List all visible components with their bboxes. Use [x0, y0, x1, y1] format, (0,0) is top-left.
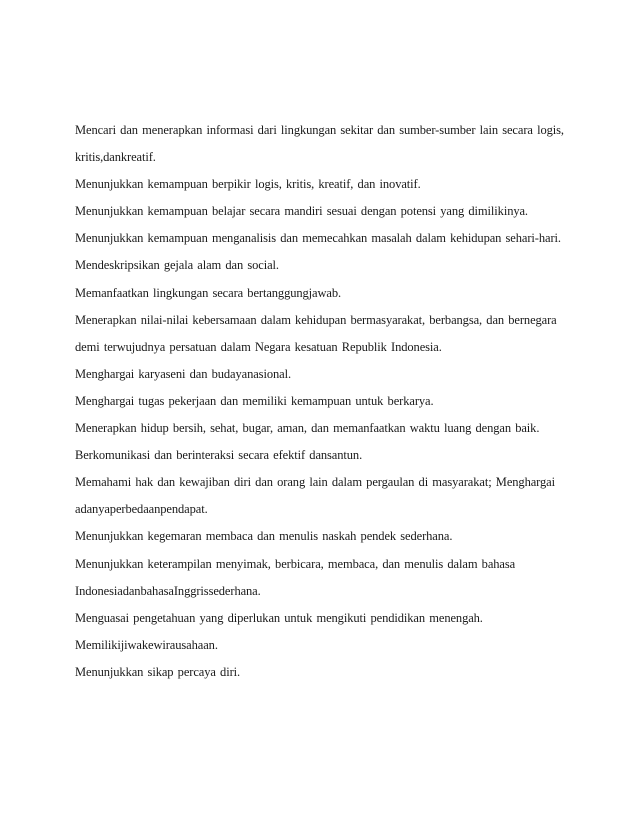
text-line: Menunjukkan kemampuan belajar secara mandiri sesuai dengan potensi yang dimilikinya. — [75, 204, 528, 219]
text-line: Menghargai karyaseni dan budayanasional. — [75, 366, 291, 381]
text-line: Menerapkan nilai-nilai kebersamaan dalam kehidupan bermasyarakat, berbangsa, dan bernegara — [75, 312, 557, 327]
text-line: Memilikijiwakewirausahaan. — [75, 637, 218, 652]
text-line: adanyaperbedaanpendapat. — [75, 502, 208, 517]
text-line: IndonesiadanbahasaInggrissederhana. — [75, 583, 261, 598]
text-line: demi terwujudnya persatuan dalam Negara kesatuan Republik Indonesia. — [75, 339, 442, 354]
text-line: Menghargai tugas pekerjaan dan memiliki kemampuan untuk berkarya. — [75, 393, 434, 408]
text-line: Menunjukkan keterampilan menyimak, berbicara, membaca, dan menulis dalam bahasa — [75, 556, 516, 571]
text-line: Memanfaatkan lingkungan secara bertanggungjawab. — [75, 285, 342, 300]
text-line: Mencari dan menerapkan informasi dari lingkungan sekitar dan sumber-sumber lain secara logis, — [75, 123, 564, 137]
text-line: Menunjukkan kemampuan berpikir logis, kritis, kreatif, dan inovatif. — [75, 177, 421, 192]
text-line: kritis,dankreatif. — [75, 150, 156, 165]
document-body — [75, 117, 575, 686]
text-line: Menguasai pengetahuan yang diperlukan untuk mengikuti pendidikan menengah. — [75, 610, 483, 625]
text-line: Menunjukkan sikap percaya diri. — [75, 664, 241, 679]
text-line: Berkomunikasi dan berinteraksi secara efektif dansantun. — [75, 448, 363, 463]
text-line: Mendeskripsikan gejala alam dan social. — [75, 258, 279, 273]
text-line: Menunjukkan kegemaran membaca dan menulis naskah pendek sederhana. — [75, 529, 453, 544]
text-line: Memahami hak dan kewajiban diri dan orang lain dalam pergaulan di masyarakat; Menghargai — [75, 475, 555, 490]
text-line: Menerapkan hidup bersih, sehat, bugar, aman, dan memanfaatkan waktu luang dengan baik. — [75, 421, 540, 436]
text-line: Menunjukkan kemampuan menganalisis dan memecahkan masalah dalam kehidupan sehari-hari. — [75, 231, 561, 246]
